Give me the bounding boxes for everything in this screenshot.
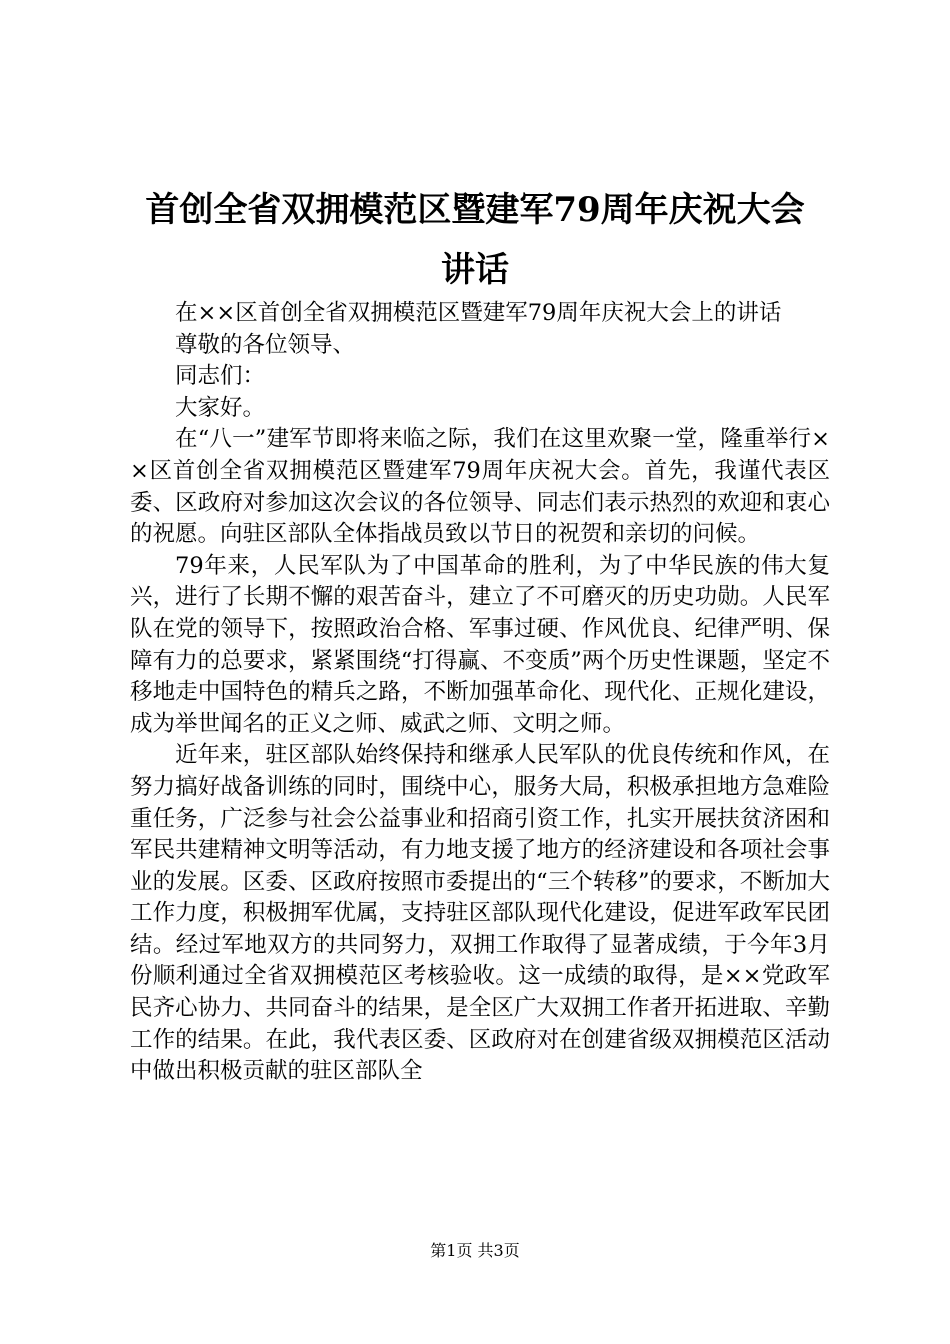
page-number-footer: 第1页 共3页 [430,1241,520,1260]
speech-heading-paragraph: 在××区首创全省双拥模范区暨建军79周年庆祝大会上的讲话 [175,300,782,326]
page-title-continued: 讲话 [441,250,509,290]
document-body [130,298,830,1088]
salutation-line: 同志们： [175,363,266,390]
salutation-line: 尊敬的各位领导、 [175,331,356,358]
page-title: 首创全省双拥模范区暨建军79周年庆祝大会 [145,190,805,230]
greeting-line: 大家好。 [175,394,266,421]
body-paragraph: 在“八一”建军节即将来临之际，我们在这里欢聚一堂，隆重举行××区首创全省双拥模范区暨建军79周年庆祝大会。首先，我谨代表区委、区政府对参加这次会议的各位领导、同志们表示热烈的欢迎和衷心的祝愿。向驻区部队全体指战员致以节日的祝贺和亲切的问候。 [130,426,830,548]
body-paragraph: 79年来，人民军队为了中国革命的胜利，为了中华民族的伟大复兴，进行了长期不懈的艰苦奋斗，建立了不可磨灭的历史功勋。人民军队在党的领导下，按照政治合格、军事过硬、作风优良、纪律严明、保障有力的总要求，紧紧围绕“打得赢、不变质”两个历史性课题，坚定不移地走中国特色的精兵之路，不断加强革命化、现代化、正规化建设，成为举世闻名的正义之师、威武之师、文明之师。 [130,552,830,737]
body-paragraph: 近年来，驻区部队始终保持和继承人民军队的优良传统和作风，在努力搞好战备训练的同时，围绕中心，服务大局，积极承担地方急难险重任务，广泛参与社会公益事业和招商引资工作，扎实开展扶贫济困和军民共建精神文明等活动，有力地支援了地方的经济建设和各项社会事业的发展。区委、区政府按照市委提出的“三个转移”的要求，不断加大工作力度，积极拥军优属，支持驻区部队现代化建设，促进军政军民团结。经过军地双方的共同努力，双拥工作取得了显著成绩，于今年3月份顺利通过全省双拥模范区考核验收。这一成绩的取得，是××党政军民齐心协力、共同奋斗的结果，是全区广大双拥工作者开拓进取、辛勤工作的结果。在此，我代表区委、区政府对在创建省级双拥模范区活动中做出积极贡献的驻区部队全 [130,742,830,1085]
